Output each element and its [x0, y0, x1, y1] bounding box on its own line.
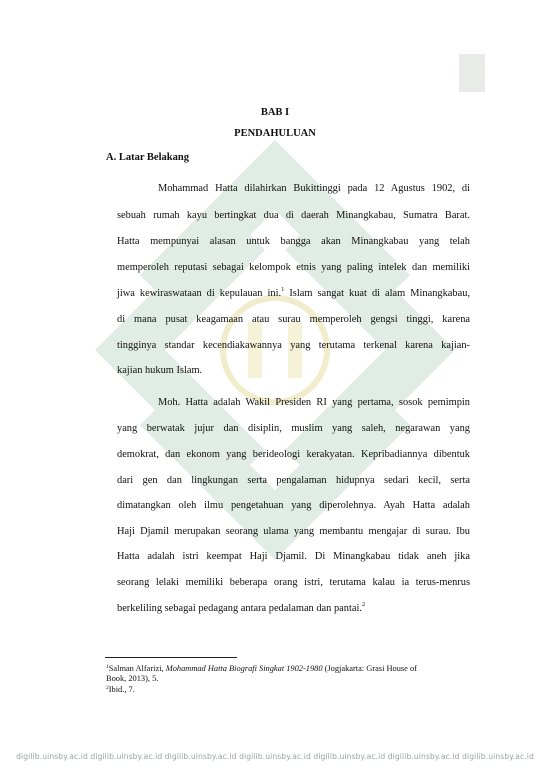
- paragraph-line: dimatangkan oleh ilmu pengetahuan yang diperolehnya. Ayah Hatta adalah: [117, 500, 470, 511]
- footnote-mark: 1: [106, 664, 109, 670]
- footnote-1: [106, 664, 466, 674]
- footnote-text: Ibid., 7.: [108, 685, 135, 694]
- footnote-ref-1: 1: [281, 286, 285, 293]
- paragraph-text: Islam sangat kuat di alam Minangkabau,: [284, 288, 470, 299]
- footnote-ref-2: 2: [361, 601, 366, 608]
- paragraph-line: dari gen dan lingkungan serta pengalaman hidupnya sedari kecil, serta: [117, 475, 470, 486]
- paragraph-line: seorang lelaki memiliki beberapa orang istri, terutama kalau ia terus-menrus: [117, 577, 470, 588]
- footnote-2: [106, 685, 466, 695]
- paragraph-line: sebuah rumah kayu bertingkat dua di daerah Minangkabau, Sumatra Barat.: [117, 210, 470, 221]
- paragraph-line: [117, 603, 470, 614]
- footnote-book-title: Mohammad Hatta Biografi Singkat 1902-1980: [165, 664, 323, 673]
- paragraph-line: memperoleh reputasi sebagai kelompok etnis yang paling intelek dan memiliki: [117, 262, 470, 273]
- footnote-text: Salman Alfarizi,: [108, 664, 166, 673]
- paragraph-line: Hatta mempunyai alasan untuk bangga akan Minangkabau yang telah: [117, 236, 470, 247]
- chapter-number: BAB I: [260, 107, 290, 118]
- footnote-separator: [105, 657, 237, 658]
- paragraph-line: Mohammad Hatta dilahirkan Bukittinggi pada 12 Agustus 1902, di: [158, 183, 470, 194]
- footnote-1-continued: Book, 2013), 5.: [106, 674, 159, 683]
- footnote-text: (Jogjakarta: Grasi House of: [322, 664, 417, 673]
- paragraph-line: demokrat, dan ekonom yang berideologi kerakyatan. Kepribadiannya dibentuk: [117, 449, 470, 460]
- paragraph-line: Moh. Hatta adalah Wakil Presiden RI yang pertama, sosok pemimpin: [158, 397, 470, 408]
- paragraph-line: di mana pusat keagamaan atau surau memperoleh gengsi tinggi, karena: [117, 314, 470, 325]
- paragraph-line: tingginya standar kecendiakawannya yang terutama terkenal karena kajian-: [117, 340, 470, 351]
- footnote-mark: 2: [106, 685, 109, 691]
- paragraph-line: kajian hukum Islam.: [117, 365, 203, 376]
- repository-footer: digilib.uinsby.ac.id digilib.uinsby.ac.id digilib.uinsby.ac.id digilib.uinsby.ac.id digilib.uinsby.ac.id digilib.uinsby.ac.id digilib.uinsby.ac.id: [16, 752, 534, 761]
- paragraph-line: Hatta adalah istri keempat Haji Djamil. Di Minangkabau tidak aneh jika: [117, 551, 470, 562]
- paragraph-text: jiwa kewiraswataan di kepulauan ini.: [117, 288, 282, 299]
- paragraph-line: [117, 288, 470, 299]
- paragraph-text: berkeliling sebagai pedagang antara pedalaman dan pantai.: [117, 603, 362, 614]
- paragraph-line: yang berwatak jujur dan disiplin, muslim yang saleh, negarawan yang: [117, 423, 470, 434]
- chapter-title: PENDAHULUAN: [234, 128, 316, 139]
- paragraph-line: Haji Djamil merupakan seorang ulama yang membantu mengajar di surau. Ibu: [117, 526, 470, 537]
- section-heading: A. Latar Belakang: [106, 152, 189, 163]
